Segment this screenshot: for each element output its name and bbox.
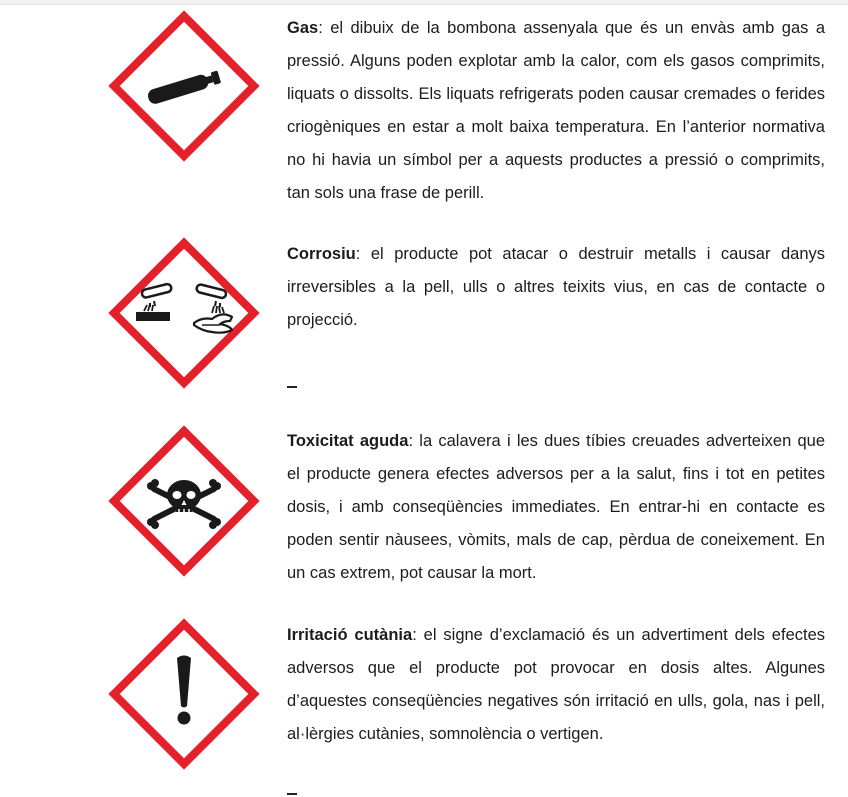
exclamation-mark-icon <box>108 618 260 770</box>
separator-dash <box>287 386 297 388</box>
top-divider <box>0 0 848 5</box>
hazard-description-gas: Gas: el dibuix de la bombona assenyala que és un envàs amb gas a pressió. Alguns poden explotar amb la calor, com els gasos comprimits, liquats o dissolts. Els liquats refrigerats poden causar cremades o ferides criogèniques en estar a molt baixa temperatura. En l’anterior normativa no hi havia un símbol per a aquests productes a pressió o comprimits, tan sols una frase de perill. <box>287 19 825 202</box>
hazard-title-corrosive: Corrosiu <box>287 245 356 263</box>
separator-dash-bottom <box>287 793 297 795</box>
hazard-description-acute-toxicity: Toxicitat aguda: la calavera i les dues tíbies creuades adverteixen que el producte genera efectes adversos per a la salut, fins i tot en petites dosis, i amb conseqüències immediates. En entrar-hi en contacte es poden sentir nàusees, vòmits, mals de cap, pèrdua de coneixement. En un cas extrem, pot causar la mort. <box>287 432 826 582</box>
hazard-description-corrosive: Corrosiu: el producte pot atacar o destruir metalls i causar danys irreversibles a la pell, ulls o altres teixits vius, en cas de contacte o projecció. <box>287 245 825 329</box>
corrosion-icon <box>108 237 260 389</box>
hazard-title-gas: Gas <box>287 19 319 37</box>
hazard-description-skin-irritation: Irritació cutània: el signe d’exclamació és un advertiment dels efectes adversos que el producte pot provocar en dosis altes. Algunes d’aquestes conseqüències negatives són irritació en ulls, gola, nas i pell, al·lèrgies cutànies, somnolència o vertigen. <box>287 626 826 743</box>
hazard-title-skin-irritation: Irritació cutània <box>287 626 413 644</box>
gas-cylinder-icon <box>108 10 260 162</box>
skull-crossbones-icon <box>108 425 260 577</box>
hazard-title-acute-toxicity: Toxicitat aguda <box>287 432 409 450</box>
